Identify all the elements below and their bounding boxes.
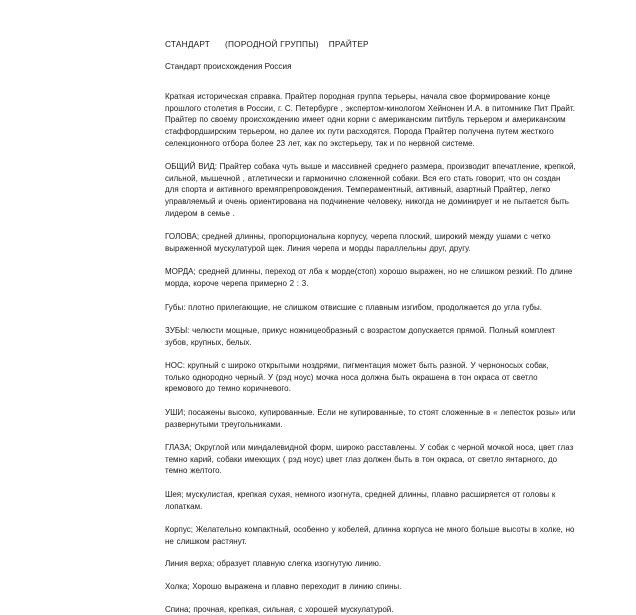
paragraph-eyes: ГЛАЗА; Округлой или миндалевидной форм, широко расставлены. У собак с черной мочкой носа, цвет глаз темно карий, собаки имеющих ( рэд ноус) цвет глаз должен быть в тон окраса, от светло янтарного, до темно желтого. [165,443,574,476]
paragraph-withers: Холка; Хорошо выражена и плавно переходит в линию спины. [165,582,402,591]
paragraph-ears: УШИ; посажены высоко, купированные. Если не купированные, то стоят сложенные в « лепесток розы» или развернутыми треугольниками. [165,408,576,429]
paragraph-neck: Шея; мускулистая, крепкая сухая, немного изогнута, средней длинны, плавно расширяется от головы к лопаткам. [165,490,556,511]
document-title: СТАНДАРТ (ПОРОДНОЙ ГРУППЫ) ПРАЙТЕР [165,39,369,49]
paragraph-history: Краткая историческая справка. Прайтер породная группа терьеры, начала свое формирование конце прошлого столетия в России, г. С. Петербурге , экспертом-кинологом Хейнонен И.А. в питомнике Пит Прайт. Прайтер по своему происхождению имеет одни корни с американским питбуль терьером и американским стаффордширским терьером, но далее их пути расходятся. Порода Прайтер получена путем жесткого селекционного отбора более 23 лет, как по экстерьеру, так и по нервной системе. [165,92,575,148]
paragraph-body: Корпус; Желательно компактный, особенно у кобелей, длинна корпуса не много больше высоты в холке, но не слишком растянут. [165,525,575,546]
paragraph-teeth: ЗУБЫ: челюсти мощные, прикус ножницеобразный с возрастом допускается прямой. Полный комплект зубов, крупных, белых. [165,326,556,347]
paragraph-topline: Линия верха; образует плавную слегка изогнутую линию. [165,559,382,569]
paragraph-nose: НОС: крупный с широко открытыми ноздрями, пигментация может быть разной. У черноносых собак, только однородно черный. У (рэд ноус) мочка носа должна быть окрашена в тон окраса от светло кремового до темно коричневого. [165,361,549,394]
document-body [165,91,576,615]
document-subtitle: Стандарт происхождения Россия [165,61,292,71]
paragraph-head: ГОЛОВА; средней длинны, пропорциональна корпусу, черепа плоский, широкий между ушами с четко выраженной мускулатурой щек. Линия черепа и морды параллельны друг, другу. [165,232,551,253]
paragraph-back: Спина; прочная, крепкая, сильная, с хорошей мускулатурой. [165,604,394,614]
paragraph-muzzle: МОРДА; средней длинны, переход от лба к морде(стоп) хорошо выражен, но не слишком резкий. По длине морда, короче черепа примерно 2 : 3. [165,267,573,288]
paragraph-lips: Губы: плотно прилегающие, не слишком отвисшие с плавным изгибом, продолжается до угла губы. [165,302,542,312]
paragraph-general-appearance: ОБЩИЙ ВИД: Прайтер собака чуть выше и массивней среднего размера, производит впечатление, крепкой, сильной, мышечной , атлетически и гармонично сложенной собаки. Вся его стать говорит, что он создан для спорта и активного времяпрепровождения. Темпераментный, активный, азартный Прайтер, легко управляемый и очень ориентирована на подчинение человеку, никогда не доминирует и не пытается быть лидером в семье . [165,162,576,218]
